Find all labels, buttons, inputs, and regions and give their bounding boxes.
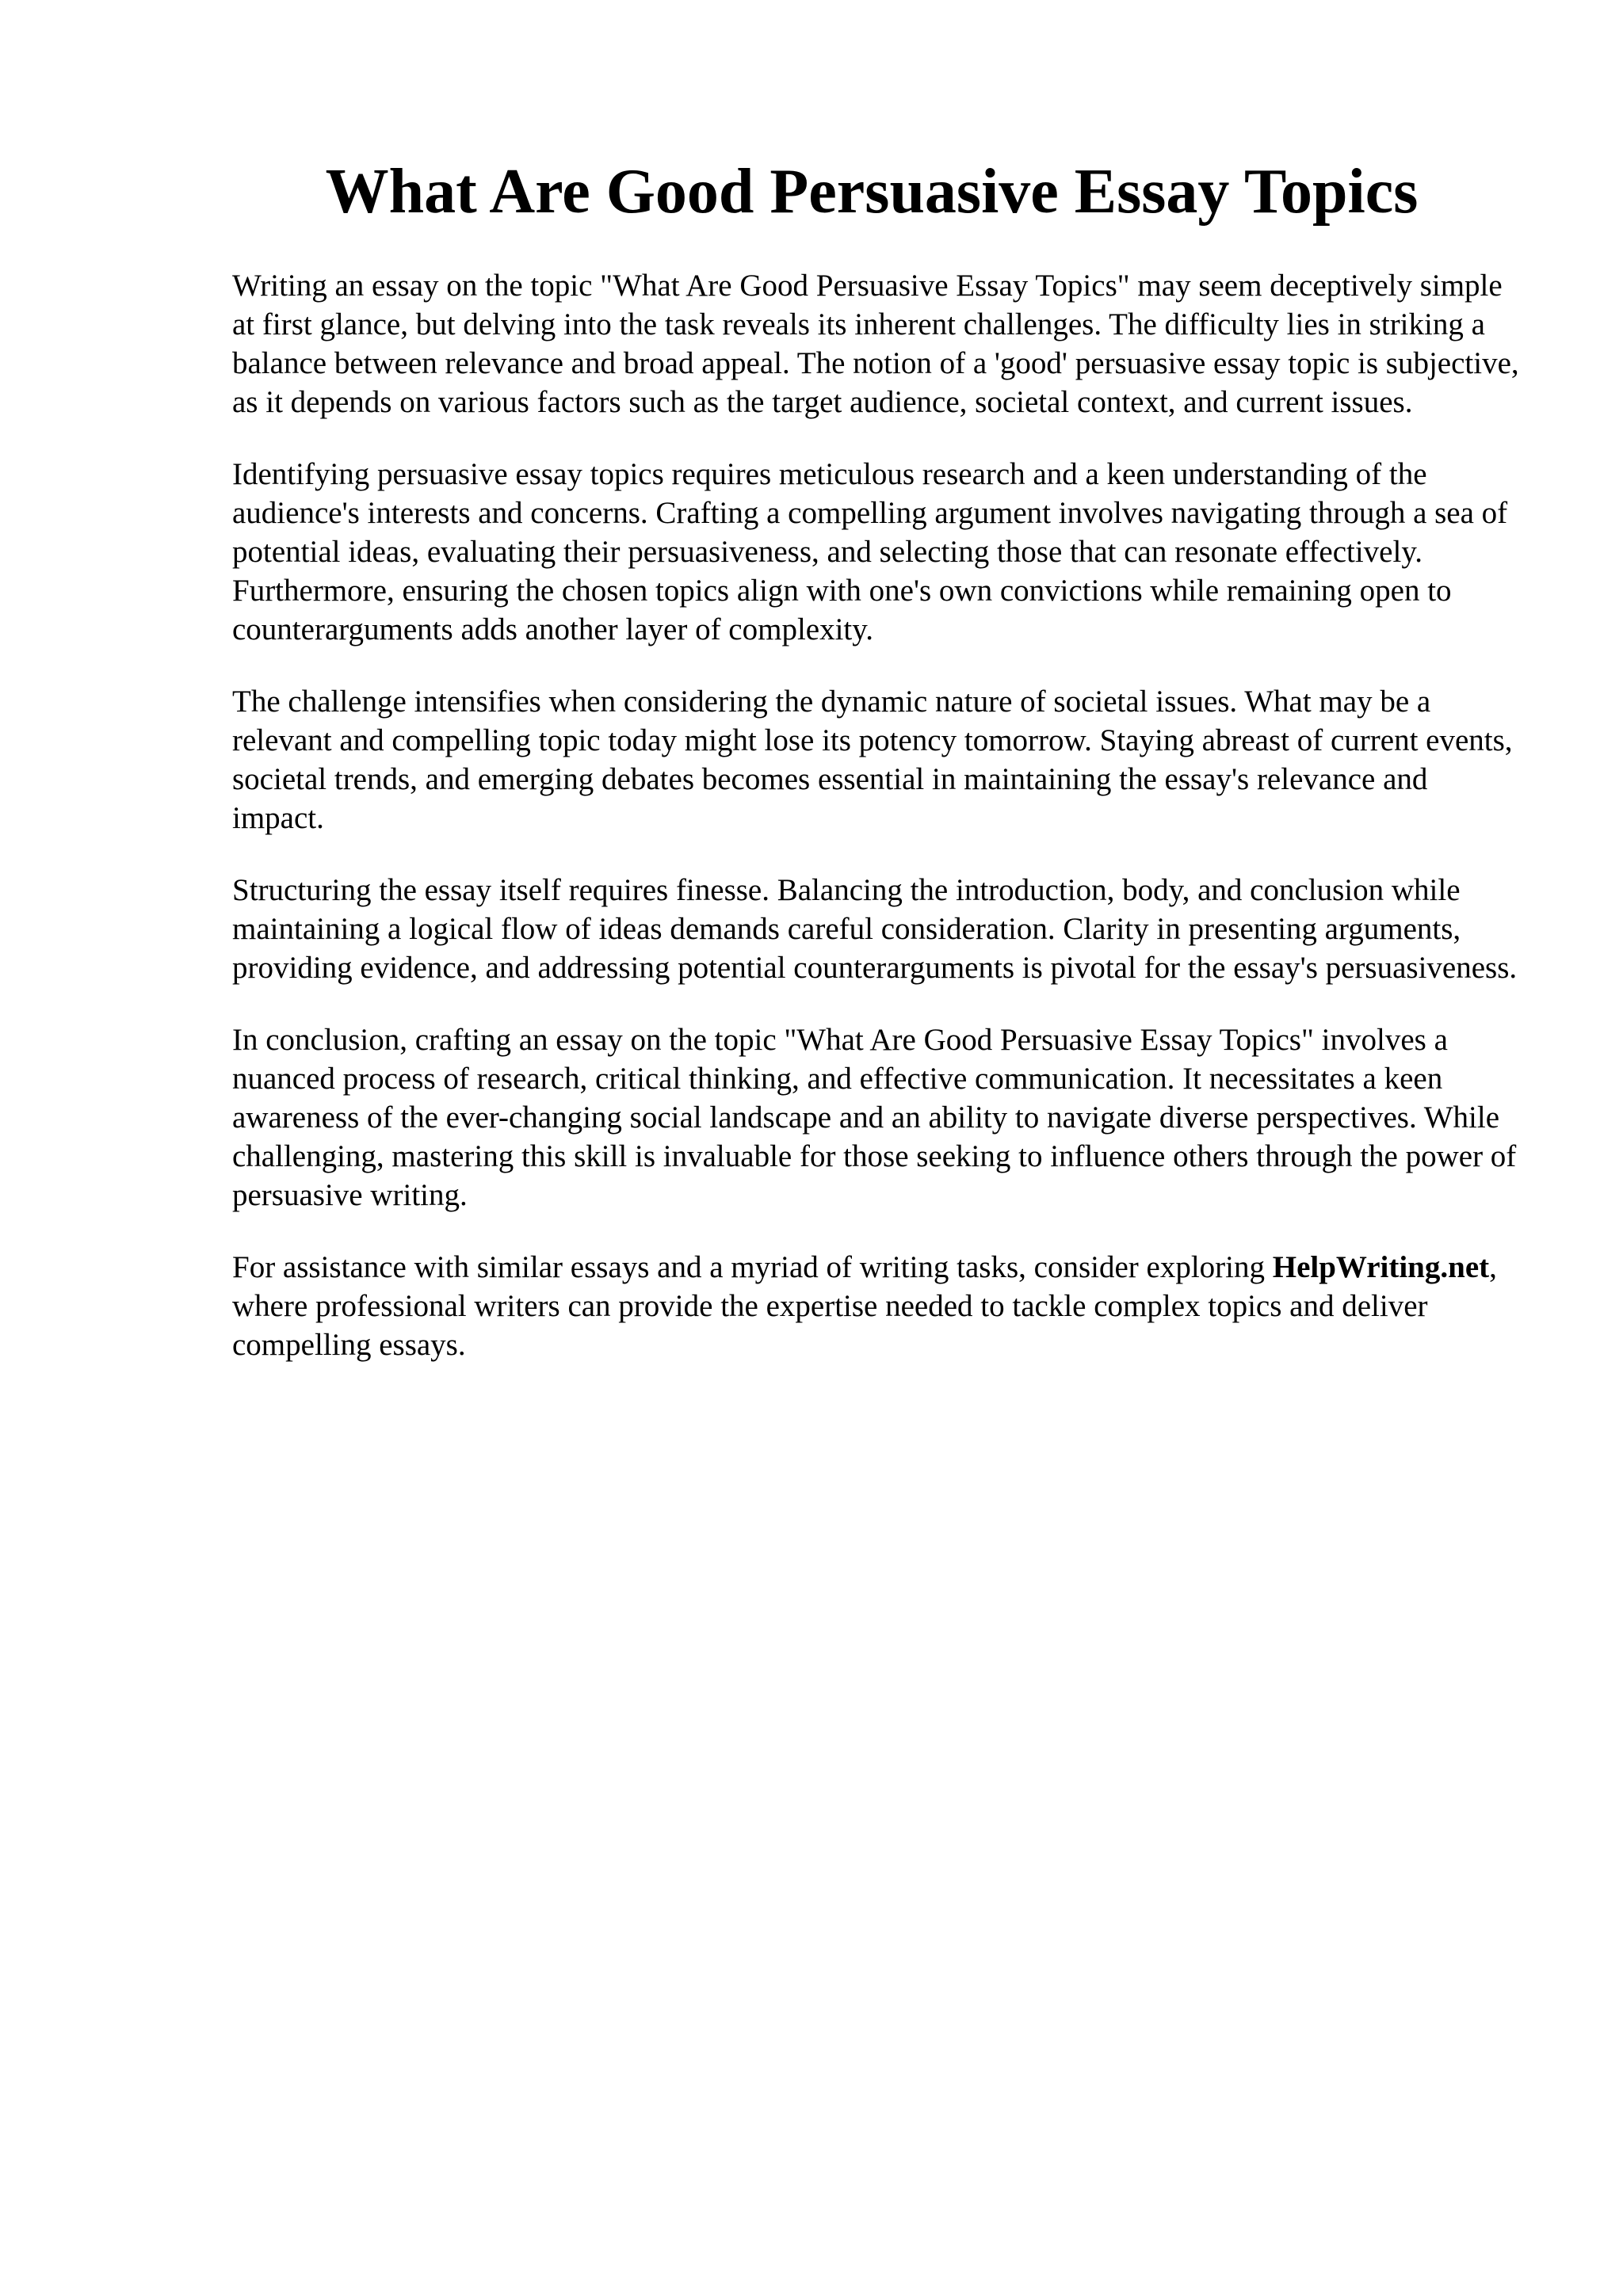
paragraph-dynamic-issues: The challenge intensifies when considering the dynamic nature of societal issues. What may be a relevant and compelling topic today might lose its potency tomorrow. Staying abreast of current events, societal trends, and emerging debates becomes essential in maintaining the essay's relevance and impact.	[232, 685, 1513, 835]
paragraph-intro: Writing an essay on the topic "What Are Good Persuasive Essay Topics" may seem deceptively simple at first glance, but delving into the task reveals its inherent challenges. The difficulty lies in striking a balance between relevance and broad appeal. The notion of a 'good' persuasive essay topic is subjective, as it depends on various factors such as the target audience, societal context, and current issues.	[232, 269, 1519, 419]
brand-link[interactable]: HelpWriting.net	[1272, 1250, 1490, 1284]
paragraph-conclusion: In conclusion, crafting an essay on the topic "What Are Good Persuasive Essay Topics" involves a nuanced process of research, critical thinking, and effective communication. It necessitates a keen awareness of the ever-changing social landscape and an ability to navigate diverse perspectives. While challenging, mastering this skill is invaluable for those seeking to influence others through the power of persuasive writing.	[232, 1023, 1517, 1212]
closing-outro-text: , where professional writers can provide the expertise needed to tackle complex topics and deliver compelling essays.	[232, 1250, 1497, 1362]
document-body	[232, 266, 1524, 1398]
closing-intro-text: For assistance with similar essays and a myriad of writing tasks, consider exploring	[232, 1250, 1273, 1284]
paragraph-closing	[232, 1248, 1524, 1364]
paragraph-structuring: Structuring the essay itself requires finesse. Balancing the introduction, body, and conclusion while maintaining a logical flow of ideas demands careful consideration. Clarity in presenting arguments, providing evidence, and addressing potential counterarguments is pivotal for the essay's persuasiveness.	[232, 873, 1518, 985]
page-title: What Are Good Persuasive Essay Topics	[325, 157, 1419, 227]
paragraph-identifying-topics: Identifying persuasive essay topics requires meticulous research and a keen understanding of the audience's interests and concerns. Crafting a compelling argument involves navigating through a sea of potential ideas, evaluating their persuasiveness, and selecting those that can resonate effectively. Furthermore, ensuring the chosen topics align with one's own convictions while remaining open to counterarguments adds another layer of complexity.	[232, 457, 1508, 646]
